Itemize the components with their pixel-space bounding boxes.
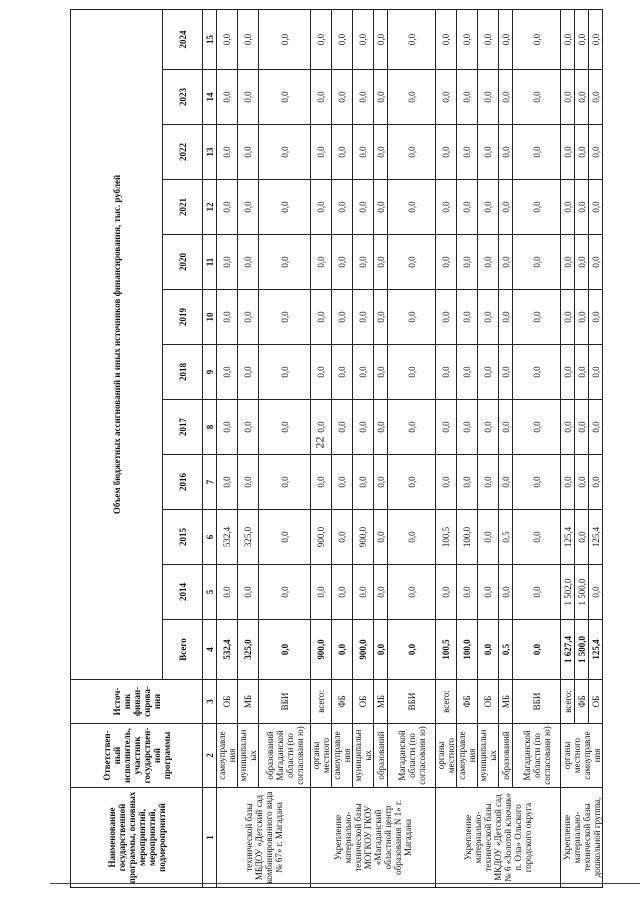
value-cell: 0,0	[217, 235, 238, 290]
executor-cell: муниципальн ых	[353, 724, 374, 788]
measure-name: Укрепление материально-технической базы дошкольной группы,	[561, 788, 603, 888]
header-year: 2018	[163, 345, 203, 400]
total-cell: 0,0	[374, 620, 388, 680]
value-cell: 0,0	[217, 70, 238, 125]
total-cell: 100,5	[436, 620, 457, 680]
value-cell: 0,0	[561, 290, 575, 345]
value-cell: 0,0	[332, 565, 353, 620]
value-cell: 0,0	[436, 235, 457, 290]
value-cell: 0,0	[436, 345, 457, 400]
table-row	[499, 9, 513, 887]
value-cell: 0,0	[499, 345, 513, 400]
column-number: 7	[203, 455, 217, 510]
value-cell: 0,0	[561, 9, 575, 69]
value-cell: 0,0	[388, 235, 436, 290]
value-cell: 0,0	[238, 345, 259, 400]
header-source: Источ-ник финан-сирова-ния	[71, 680, 203, 724]
executor-cell: образований	[499, 724, 513, 788]
column-number: 14	[203, 70, 217, 125]
table-row	[374, 9, 388, 887]
value-cell: 0,0	[353, 235, 374, 290]
value-cell: 0,0	[499, 9, 513, 69]
header-year: 2015	[163, 510, 203, 565]
value-cell: 0,0	[374, 180, 388, 235]
value-cell: 0,0	[513, 565, 561, 620]
executor-cell: органы местного	[311, 724, 332, 788]
executor-cell: Магаданской области (по согласовани ю)	[388, 724, 436, 788]
value-cell: 0,0	[388, 180, 436, 235]
value-cell: 0,0	[513, 455, 561, 510]
value-cell: 0,0	[499, 235, 513, 290]
source-cell: МБ	[238, 680, 259, 724]
value-cell: 0,0	[259, 400, 311, 455]
value-cell: 0,0	[238, 180, 259, 235]
value-cell: 0,0	[575, 290, 589, 345]
value-cell: 0,0	[436, 125, 457, 180]
value-cell: 0,0	[478, 180, 499, 235]
value-cell: 0,0	[311, 70, 332, 125]
value-cell: 0,0	[499, 455, 513, 510]
value-cell: 100,5	[436, 510, 457, 565]
source-cell: всего:	[311, 680, 332, 724]
column-number: 3	[203, 680, 217, 724]
value-cell: 0,0	[332, 290, 353, 345]
source-cell: ОБ	[478, 680, 499, 724]
value-cell: 0,5	[499, 510, 513, 565]
value-cell: 0,0	[259, 9, 311, 69]
value-cell: 0,0	[259, 125, 311, 180]
value-cell: 0,0	[311, 400, 332, 455]
value-cell: 0,0	[238, 70, 259, 125]
value-cell: 0,0	[388, 290, 436, 345]
header-year: 2019	[163, 290, 203, 345]
value-cell: 0,0	[589, 565, 603, 620]
header-year: 2021	[163, 180, 203, 235]
value-cell: 0,0	[238, 565, 259, 620]
column-number: 11	[203, 235, 217, 290]
source-cell: ФБ	[575, 680, 589, 724]
value-cell: 900,0	[353, 510, 374, 565]
value-cell: 0,0	[259, 345, 311, 400]
total-cell: 100,0	[457, 620, 478, 680]
total-cell: 0,0	[388, 620, 436, 680]
value-cell: 0,0	[217, 9, 238, 69]
value-cell: 0,0	[478, 455, 499, 510]
column-number: 6	[203, 510, 217, 565]
header-executor: Ответствен-ный исполнитель, участник государствен-ной программы	[71, 724, 203, 788]
value-cell: 0,0	[259, 180, 311, 235]
value-cell: 0,0	[238, 9, 259, 69]
value-cell: 0,0	[436, 180, 457, 235]
value-cell: 0,0	[457, 235, 478, 290]
executor-cell: Магаданской области (по согласовани ю)	[513, 724, 561, 788]
value-cell: 0,0	[589, 125, 603, 180]
column-number: 4	[203, 620, 217, 680]
measure-name: Укрепление материально-технической базы МКДОУ «Детский сад № 6 «Золотой ключик» п. Ола» Ольского городского округа	[436, 788, 561, 888]
table-row	[332, 9, 353, 887]
source-cell: всего:	[436, 680, 457, 724]
column-number: 12	[203, 180, 217, 235]
value-cell: 0,0	[311, 345, 332, 400]
total-cell: 0,0	[513, 620, 561, 680]
value-cell: 0,0	[589, 345, 603, 400]
value-cell: 0,0	[374, 400, 388, 455]
value-cell: 0,0	[388, 345, 436, 400]
value-cell: 0,0	[457, 345, 478, 400]
value-cell: 0,0	[561, 180, 575, 235]
value-cell: 0,0	[259, 290, 311, 345]
header-year: 2020	[163, 235, 203, 290]
table-row	[478, 9, 499, 887]
value-cell: 0,0	[513, 235, 561, 290]
header-year: 2017	[163, 400, 203, 455]
page-number: 22	[312, 436, 327, 449]
value-cell: 0,0	[478, 9, 499, 69]
value-cell: 0,0	[513, 70, 561, 125]
value-cell: 0,0	[388, 70, 436, 125]
value-cell: 0,0	[332, 400, 353, 455]
total-cell: 0,0	[478, 620, 499, 680]
value-cell: 900,0	[311, 510, 332, 565]
value-cell: 0,0	[513, 180, 561, 235]
measure-name: технической базы МБДОУ «Детский сад комбинированного вида № 67» г. Магадана	[217, 788, 311, 888]
source-cell: ФБ	[332, 680, 353, 724]
value-cell: 0,0	[478, 235, 499, 290]
value-cell: 0,0	[457, 455, 478, 510]
column-number: 13	[203, 125, 217, 180]
value-cell: 0,0	[478, 125, 499, 180]
value-cell: 0,0	[457, 9, 478, 69]
header-year: 2024	[163, 9, 203, 69]
total-cell: 532,4	[217, 620, 238, 680]
value-cell: 0,0	[513, 345, 561, 400]
value-cell: 0,0	[513, 9, 561, 69]
value-cell: 0,0	[388, 400, 436, 455]
executor-cell: органы местного самоуправле ния	[561, 724, 603, 788]
footer-rule	[50, 883, 640, 884]
value-cell: 0,0	[374, 235, 388, 290]
executor-cell: образований Магаданской области (по согласовани ю)	[259, 724, 311, 788]
table-body	[71, 9, 603, 887]
value-cell: 0,0	[332, 70, 353, 125]
table-row	[353, 9, 374, 887]
value-cell: 0,0	[436, 400, 457, 455]
value-cell: 0,0	[259, 455, 311, 510]
executor-cell: органы местного	[436, 724, 457, 788]
value-cell: 0,0	[217, 345, 238, 400]
value-cell: 0,0	[217, 565, 238, 620]
value-cell: 0,0	[589, 9, 603, 69]
total-cell: 0,0	[332, 620, 353, 680]
table-row	[513, 9, 561, 887]
value-cell: 0,0	[353, 455, 374, 510]
value-cell: 0,0	[589, 290, 603, 345]
value-cell: 0,0	[332, 235, 353, 290]
value-cell: 0,0	[561, 125, 575, 180]
value-cell: 0,0	[561, 345, 575, 400]
value-cell: 1 502,0	[561, 565, 575, 620]
value-cell: 0,0	[374, 565, 388, 620]
source-cell: всего:	[561, 680, 575, 724]
value-cell: 0,0	[513, 400, 561, 455]
measure-name: Укрепление материально-технической базы МОГКОУ ГКОУ «Магаданский областной центр образования N 1» г. Магадана	[311, 788, 436, 888]
value-cell: 0,0	[332, 510, 353, 565]
value-cell: 0,0	[561, 70, 575, 125]
value-cell: 0,0	[217, 400, 238, 455]
total-cell: 0,0	[259, 620, 311, 680]
value-cell: 0,0	[353, 400, 374, 455]
value-cell: 0,0	[575, 70, 589, 125]
total-cell: 900,0	[311, 620, 332, 680]
value-cell: 0,0	[589, 235, 603, 290]
value-cell: 0,0	[353, 180, 374, 235]
total-cell: 1 500,0	[575, 620, 589, 680]
source-cell: ОБ	[217, 680, 238, 724]
executor-cell: муниципальн ых	[238, 724, 259, 788]
column-number: 8	[203, 400, 217, 455]
value-cell: 0,0	[388, 125, 436, 180]
value-cell: 0,0	[457, 125, 478, 180]
value-cell: 100,0	[457, 510, 478, 565]
value-cell: 0,0	[388, 565, 436, 620]
value-cell: 125,4	[561, 510, 575, 565]
source-cell: ВБИ	[513, 680, 561, 724]
value-cell: 0,0	[238, 400, 259, 455]
table-row	[259, 9, 311, 887]
value-cell: 0,0	[332, 455, 353, 510]
value-cell: 0,0	[513, 510, 561, 565]
value-cell: 0,0	[259, 510, 311, 565]
executor-cell: муниципальн ых	[478, 724, 499, 788]
header-funding: Объем бюджетных ассигнований и иных источников финансирования, тыс. рублей	[71, 9, 163, 679]
value-cell: 0,0	[217, 455, 238, 510]
total-cell: 0,5	[499, 620, 513, 680]
value-cell: 0,0	[353, 345, 374, 400]
value-cell: 0,0	[217, 180, 238, 235]
value-cell: 0,0	[499, 565, 513, 620]
value-cell: 0,0	[353, 290, 374, 345]
source-cell: ВБИ	[259, 680, 311, 724]
value-cell: 0,0	[499, 400, 513, 455]
value-cell: 0,0	[332, 180, 353, 235]
source-cell: МБ	[499, 680, 513, 724]
table-row	[238, 9, 259, 887]
source-cell: ОБ	[353, 680, 374, 724]
value-cell: 0,0	[353, 565, 374, 620]
value-cell: 0,0	[374, 9, 388, 69]
value-cell: 0,0	[457, 180, 478, 235]
value-cell: 0,0	[353, 125, 374, 180]
column-number: 9	[203, 345, 217, 400]
value-cell: 0,0	[311, 290, 332, 345]
value-cell: 0,0	[499, 125, 513, 180]
value-cell: 0,0	[589, 455, 603, 510]
value-cell: 0,0	[388, 510, 436, 565]
funding-table	[70, 9, 603, 888]
value-cell: 0,0	[259, 70, 311, 125]
value-cell: 0,0	[513, 290, 561, 345]
value-cell: 0,0	[575, 455, 589, 510]
total-cell: 325,0	[238, 620, 259, 680]
executor-cell: образований	[374, 724, 388, 788]
value-cell: 325,0	[238, 510, 259, 565]
value-cell: 0,0	[217, 125, 238, 180]
value-cell: 0,0	[575, 9, 589, 69]
total-cell: 900,0	[353, 620, 374, 680]
total-cell: 1 627,4	[561, 620, 575, 680]
executor-cell: самоуправле ния	[332, 724, 353, 788]
value-cell: 0,0	[311, 565, 332, 620]
value-cell: 125,4	[589, 510, 603, 565]
value-cell: 0,0	[259, 565, 311, 620]
value-cell: 0,0	[374, 455, 388, 510]
value-cell: 0,0	[499, 70, 513, 125]
value-cell: 0,0	[238, 235, 259, 290]
table-row	[217, 9, 238, 887]
value-cell: 0,0	[575, 180, 589, 235]
value-cell: 0,0	[478, 345, 499, 400]
table-row	[561, 9, 575, 887]
value-cell: 0,0	[436, 565, 457, 620]
value-cell: 0,0	[332, 125, 353, 180]
value-cell: 0,0	[388, 455, 436, 510]
rotated-table-wrapper	[70, 10, 610, 888]
executor-cell: самоуправле ния	[457, 724, 478, 788]
value-cell: 0,0	[513, 125, 561, 180]
value-cell: 0,0	[353, 70, 374, 125]
source-cell: ФБ	[457, 680, 478, 724]
table-row	[457, 9, 478, 887]
table-row	[388, 9, 436, 887]
value-cell: 0,0	[436, 9, 457, 69]
header-name: Наименование государственной программы, основных мероприятий, мероприятий, подмероприятий	[71, 788, 203, 888]
source-cell: ВБИ	[388, 680, 436, 724]
value-cell: 0,0	[311, 125, 332, 180]
value-cell: 0,0	[575, 125, 589, 180]
value-cell: 0,0	[388, 9, 436, 69]
value-cell: 0,0	[589, 180, 603, 235]
value-cell: 0,0	[374, 70, 388, 125]
table-row	[311, 9, 332, 887]
value-cell: 0,0	[238, 125, 259, 180]
value-cell: 0,0	[436, 455, 457, 510]
value-cell: 0,0	[332, 345, 353, 400]
value-cell: 0,0	[311, 9, 332, 69]
header-year: 2023	[163, 70, 203, 125]
value-cell: 0,0	[561, 455, 575, 510]
value-cell: 0,0	[561, 235, 575, 290]
value-cell: 0,0	[499, 290, 513, 345]
value-cell: 0,0	[217, 290, 238, 345]
value-cell: 0,0	[589, 70, 603, 125]
value-cell: 0,0	[374, 290, 388, 345]
value-cell: 0,0	[311, 235, 332, 290]
value-cell: 0,0	[311, 180, 332, 235]
value-cell: 0,0	[575, 345, 589, 400]
value-cell: 0,0	[478, 70, 499, 125]
value-cell: 0,0	[478, 290, 499, 345]
value-cell: 0,0	[478, 510, 499, 565]
value-cell: 0,0	[374, 510, 388, 565]
total-cell: 125,4	[589, 620, 603, 680]
value-cell: 0,0	[259, 235, 311, 290]
value-cell: 0,0	[436, 70, 457, 125]
column-number: 10	[203, 290, 217, 345]
column-number: 2	[203, 724, 217, 788]
header-year: 2014	[163, 565, 203, 620]
value-cell: 0,0	[238, 290, 259, 345]
value-cell: 0,0	[238, 455, 259, 510]
value-cell: 0,0	[478, 400, 499, 455]
value-cell: 0,0	[374, 125, 388, 180]
value-cell: 0,0	[457, 400, 478, 455]
value-cell: 0,0	[575, 235, 589, 290]
column-number: 5	[203, 565, 217, 620]
column-number-row	[203, 9, 217, 887]
value-cell: 1 500,0	[575, 565, 589, 620]
value-cell: 0,0	[353, 9, 374, 69]
value-cell: 0,0	[575, 400, 589, 455]
value-cell: 532,4	[217, 510, 238, 565]
value-cell: 0,0	[575, 510, 589, 565]
value-cell: 0,0	[561, 400, 575, 455]
value-cell: 0,0	[311, 455, 332, 510]
value-cell: 0,0	[457, 70, 478, 125]
header-year: 2022	[163, 125, 203, 180]
table-row	[436, 9, 457, 887]
source-cell: ОБ	[589, 680, 603, 724]
value-cell: 0,0	[589, 400, 603, 455]
header-total: Всего	[163, 620, 203, 680]
value-cell: 0,0	[457, 565, 478, 620]
value-cell: 0,0	[374, 345, 388, 400]
value-cell: 0,0	[499, 180, 513, 235]
column-number: 1	[203, 788, 217, 888]
source-cell: МБ	[374, 680, 388, 724]
value-cell: 0,0	[457, 290, 478, 345]
value-cell: 0,0	[332, 9, 353, 69]
header-year: 2016	[163, 455, 203, 510]
executor-cell: самоуправле ния	[217, 724, 238, 788]
value-cell: 0,0	[436, 290, 457, 345]
value-cell: 0,0	[478, 565, 499, 620]
column-number: 15	[203, 9, 217, 69]
